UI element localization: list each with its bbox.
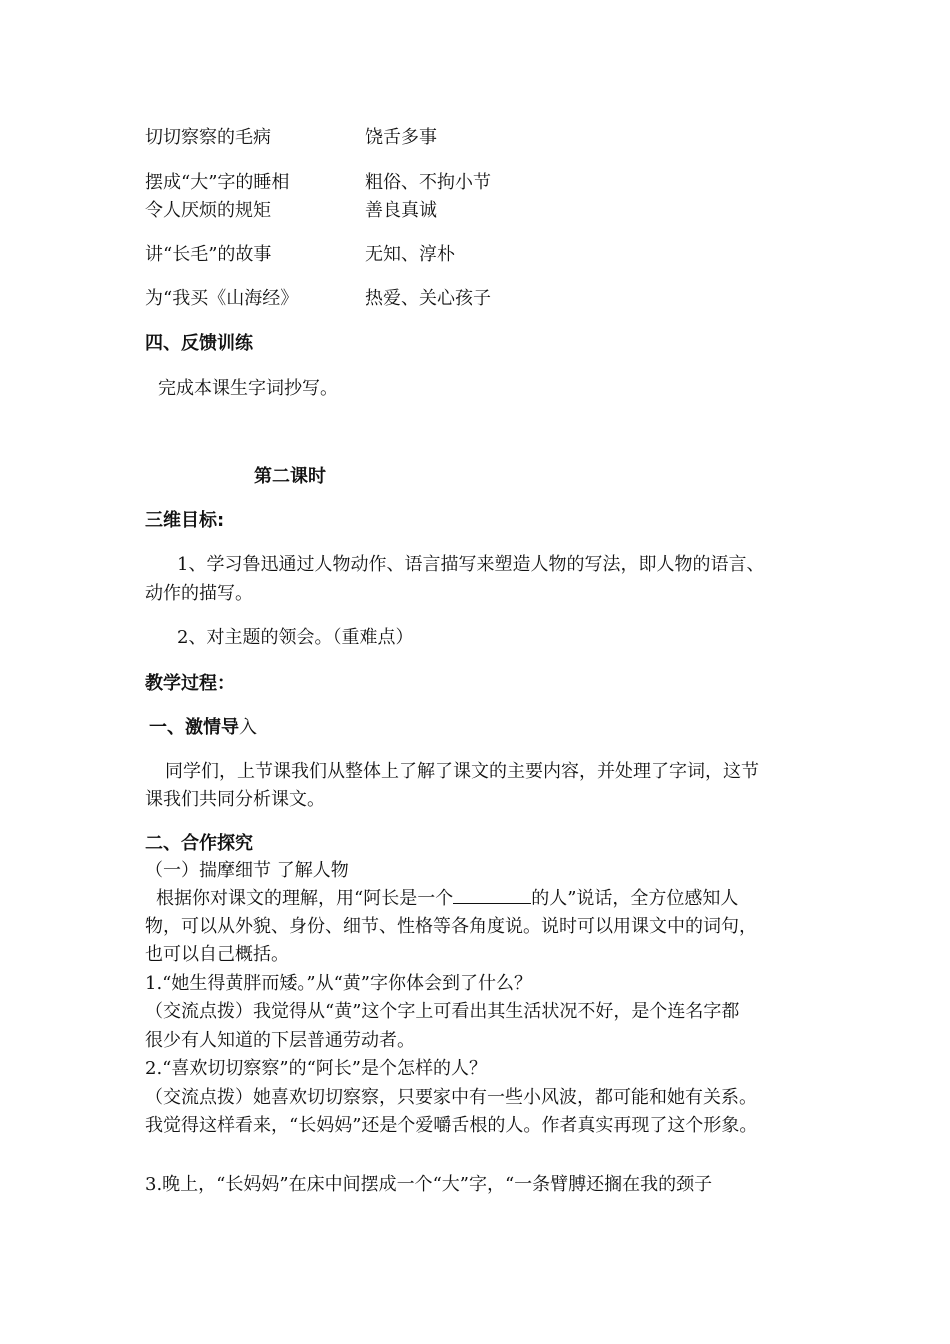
- goal-1-line-2: 动作的描写。: [145, 583, 253, 604]
- question-2: 2.“喜欢切切察察”的“阿长”是个怎样的人？: [145, 1058, 487, 1079]
- goals-heading: 三维目标:: [145, 510, 225, 531]
- part-1-line-2: 课我们共同分析课文。: [145, 789, 325, 810]
- goal-1-line-1: 1、学习鲁迅通过人物动作、语言描写来塑造人物的写法，即人物的语言、: [177, 554, 765, 575]
- para-1-line-1: [156, 887, 738, 911]
- para-1-post: 的人”说话，全方位感知人: [531, 888, 739, 909]
- table-row-2-left: 摆成“大”字的睡相: [145, 172, 290, 193]
- part-2-heading-tail: 究: [235, 833, 253, 854]
- table-row-5-left: 为“我买《山海经》: [145, 288, 299, 309]
- part-1-heading: [149, 716, 257, 740]
- lesson-2-title: 第二课时: [254, 466, 326, 487]
- part-1-line-1: 同学们，上节课我们从整体上了解了课文的主要内容，并处理了字词，这节: [165, 761, 759, 782]
- part-1-heading-tail: 入: [239, 717, 257, 738]
- table-row-1-left: 切切察察的毛病: [145, 127, 271, 148]
- goal-2: 2、对主题的领会。（重难点）: [177, 627, 414, 648]
- answer-2-line-1: （交流点拨）她喜欢切切察察，只要家中有一些小风波，都可能和她有关系。: [145, 1087, 757, 1108]
- section-4-heading: 四、反馈训练: [145, 333, 253, 354]
- answer-1-line-2: 很少有人知道的下层普通劳动者。: [145, 1030, 415, 1051]
- answer-1-line-1: （交流点拨）我觉得从“黄”这个字上可看出其生活状况不好，是个连名字都: [145, 1001, 740, 1022]
- table-row-4-left: 讲“长毛”的故事: [145, 244, 272, 265]
- part-2-heading-bold: 二、合作探: [145, 833, 235, 854]
- para-1-line-2: 物，可以从外貌、身份、细节、性格等各角度说。说时可以用课文中的词句，: [145, 916, 757, 937]
- table-row-4-right: 无知、淳朴: [365, 244, 455, 265]
- sub-heading-1: （一）揣摩细节 了解人物: [145, 860, 349, 881]
- section-4-text: 完成本课生字词抄写。: [158, 378, 338, 399]
- table-row-5-right: 热爱、关心孩子: [365, 288, 491, 309]
- fill-in-blank: [453, 887, 531, 904]
- table-row-3-right: 善良真诚: [365, 200, 437, 221]
- table-row-2-right: 粗俗、不拘小节: [365, 172, 491, 193]
- part-2-heading: [145, 832, 253, 856]
- answer-2-line-2: 我觉得这样看来，“长妈妈”还是个爱嚼舌根的人。作者真实再现了这个形象。: [145, 1115, 758, 1136]
- para-1-pre: 根据你对课文的理解，用“阿长是一个: [156, 888, 454, 909]
- table-row-1-right: 饶舌多事: [365, 127, 437, 148]
- table-row-3-left: 令人厌烦的规矩: [145, 200, 271, 221]
- para-1-line-3: 也可以自己概括。: [145, 944, 289, 965]
- part-1-heading-bold: 一、激情导: [149, 717, 239, 738]
- question-3: 3.晚上，“长妈妈”在床中间摆成一个“大”字，“一条臂膊还搁在我的颈子: [145, 1174, 713, 1195]
- question-1: 1.“她生得黄胖而矮。”从“黄”字你体会到了什么？: [145, 973, 532, 994]
- process-heading: 教学过程：: [145, 673, 235, 694]
